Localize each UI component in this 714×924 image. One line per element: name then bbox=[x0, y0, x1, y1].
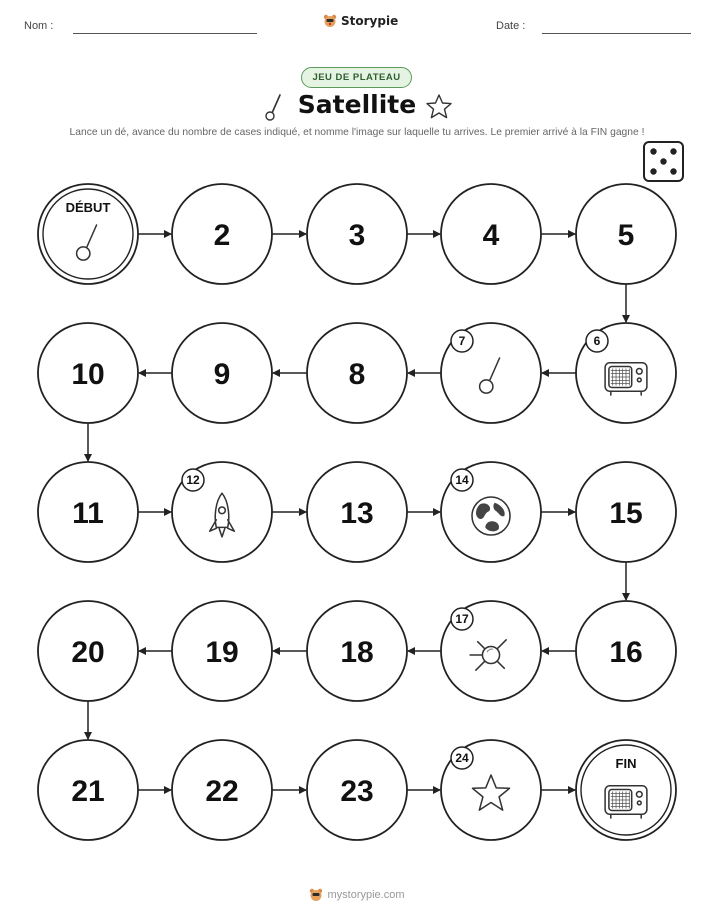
board-cell bbox=[172, 184, 272, 284]
board-cell bbox=[441, 462, 541, 562]
cell-number: 21 bbox=[71, 775, 105, 808]
board-cell bbox=[576, 601, 676, 701]
game-type-badge: JEU DE PLATEAU bbox=[301, 67, 412, 88]
television-icon bbox=[605, 786, 647, 818]
cell-finish bbox=[576, 740, 676, 840]
board-cell bbox=[307, 601, 407, 701]
earth-icon bbox=[472, 497, 510, 535]
board-cell bbox=[576, 184, 676, 284]
cell-number: 11 bbox=[72, 497, 104, 530]
board-cell bbox=[38, 462, 138, 562]
cell-circle bbox=[38, 184, 138, 284]
board-cell bbox=[38, 740, 138, 840]
board-cell bbox=[576, 462, 676, 562]
board-cell bbox=[38, 323, 138, 423]
cell-number: 10 bbox=[71, 358, 105, 391]
brand-name: Storypie bbox=[341, 14, 399, 28]
cell-number: 20 bbox=[71, 636, 105, 669]
board-cell bbox=[172, 601, 272, 701]
board-cell bbox=[38, 601, 138, 701]
board-cell bbox=[441, 184, 541, 284]
cell-label: DÉBUT bbox=[65, 200, 111, 215]
board-cell bbox=[307, 740, 407, 840]
board-cell bbox=[441, 601, 541, 701]
cell-number: 8 bbox=[348, 358, 366, 391]
television-icon bbox=[605, 363, 647, 395]
board-cell bbox=[307, 184, 407, 284]
cell-start bbox=[38, 184, 138, 284]
instructions: Lance un dé, avance du nombre de cases indiqué, et nomme l'image sur laquelle tu arrives. Le premier arrivé à la FIN gagne ! bbox=[69, 127, 645, 138]
board-cell bbox=[307, 462, 407, 562]
name-label: Nom : bbox=[24, 20, 54, 32]
board-cell bbox=[307, 323, 407, 423]
cell-number: 7 bbox=[458, 334, 466, 348]
cell-label: FIN bbox=[615, 756, 637, 771]
footer bbox=[0, 888, 714, 902]
cell-number: 3 bbox=[348, 219, 366, 252]
cell-number: 15 bbox=[609, 497, 643, 530]
board-cell bbox=[441, 740, 541, 840]
cell-number: 17 bbox=[455, 612, 469, 626]
board-cell bbox=[576, 323, 676, 423]
cell-number: 12 bbox=[186, 473, 200, 487]
date-label: Date : bbox=[496, 20, 526, 32]
board-cell bbox=[172, 740, 272, 840]
cell-number: 24 bbox=[455, 751, 469, 765]
cell-number: 9 bbox=[213, 358, 231, 391]
board-cell bbox=[172, 323, 272, 423]
cell-number: 14 bbox=[455, 473, 469, 487]
cell-number: 4 bbox=[482, 219, 500, 252]
cell-number: 18 bbox=[340, 636, 374, 669]
cell-number: 19 bbox=[205, 636, 239, 669]
cell-number: 5 bbox=[617, 219, 635, 252]
cell-number: 22 bbox=[205, 775, 239, 808]
cell-number: 23 bbox=[340, 775, 374, 808]
page-title: Satellite bbox=[297, 90, 417, 119]
board-cell bbox=[172, 462, 272, 562]
dice-icon bbox=[644, 142, 683, 181]
board-cell bbox=[441, 323, 541, 423]
footer-url: mystorypie.com bbox=[327, 889, 405, 901]
cell-number: 6 bbox=[593, 334, 601, 348]
cell-number: 2 bbox=[213, 219, 231, 252]
cell-number: 16 bbox=[609, 636, 643, 669]
cell-number: 13 bbox=[340, 497, 374, 530]
bear-mascot-icon bbox=[309, 888, 323, 902]
